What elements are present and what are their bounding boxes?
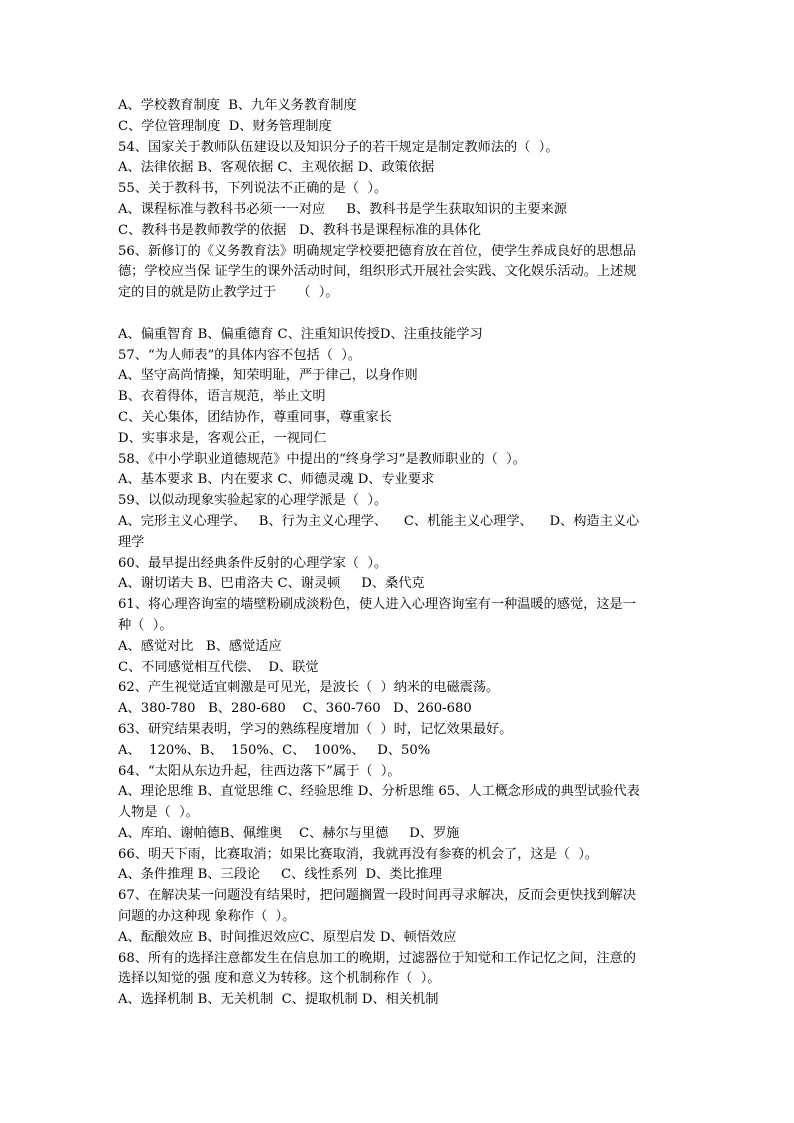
question-68: 68、所有的选择注意都发生在信息加工的晚期，过滤器位于知觉和工作记忆之间，注意的 — [118, 950, 636, 966]
options-66: A、条件推理 B、三段论 C、线性系列 D、类比推理 — [118, 867, 442, 883]
options-59: A、完形主义心理学、 B、行为主义心理学、 C、机能主义心理学、 D、构造主义心 — [118, 513, 640, 529]
option-57-c: C、关心集体，团结协作，尊重同事，尊重家长 — [118, 409, 392, 425]
options-55: A、课程标准与教科书必须一一对应 B、教科书是学生获取知识的主要来源 — [118, 201, 567, 217]
question-56: 德；学校应当保 证学生的课外活动时间，组织形式开展社会实践、文化娱乐活动。上述规 — [118, 264, 637, 280]
option-57-a: A、坚守高尚情操，知荣明耻，严于律己，以身作则 — [118, 368, 418, 384]
question-57: 57、“为人师表”的具体内容不包括（ ）。 — [118, 347, 362, 363]
option-57-b: B、衣着得体，语言规范，举止文明 — [118, 389, 326, 405]
option-line-53: A、学校教育制度 B、九年义务教育制度 — [118, 98, 357, 113]
document-body — [118, 96, 678, 1011]
question-66: 66、明天下雨，比赛取消；如果比赛取消，我就再没有参赛的机会了，这是（ ）。 — [118, 846, 599, 862]
question-55: 55、关于教科书，下列说法不正确的是（ ）。 — [118, 181, 388, 197]
options-59: 理学 — [118, 534, 145, 550]
options-61: C、不同感觉相互代偿、 D、联觉 — [118, 659, 319, 675]
options-64-question-65: A、理论思维 B、直觉思维 C、经验思维 D、分析思维 65、人工概念形成的典型试验代表 — [118, 784, 640, 800]
question-60: 60、最早提出经典条件反射的心理学家（ ）。 — [118, 555, 388, 571]
question-67: 问题的办这种现 象称作（ ）。 — [118, 909, 296, 925]
option-57-d: D、实事求是，客观公正，一视同仁 — [118, 430, 327, 446]
question-64: 64、“太阳从东边升起，往西边落下”属于（ ）。 — [118, 763, 401, 779]
options-61: A、感觉对比 B、感觉适应 — [118, 638, 282, 654]
question-61: 种（ ）。 — [118, 617, 173, 633]
question-63: 63、研究结果表明，学习的熟练程度增加（ ）时，记忆效果最好。 — [118, 721, 513, 737]
option-line-53: C、学位管理制度 D、财务管理制度 — [118, 118, 332, 134]
options-68: A、选择机制 B、无关机制 C、提取机制 D、相关机制 — [118, 992, 439, 1008]
question-65: 人物是（ ）。 — [118, 805, 199, 821]
options-60: A、谢切诺夫 B、巴甫洛夫 C、谢灵顿 D、桑代克 — [118, 576, 425, 592]
options-65: A、库珀、谢帕德B、佩维奥 C、赫尔与里德 D、罗施 — [118, 825, 460, 841]
options-63: A、 120%、B、 150%、C、 100%、 D、50% — [118, 742, 431, 758]
question-67: 67、在解决某一问题没有结果时，把问题搁置一段时间再寻求解决，反而会更快找到解决 — [118, 888, 636, 904]
question-59: 59、以似动现象实验起家的心理学派是（ ）。 — [118, 493, 388, 509]
question-62: 62、产生视觉适宜刺激是可见光，是波长（ ）纳米的电磁震荡。 — [118, 680, 500, 696]
question-68: 选择以知觉的强 度和意义为转移。这个机制称作（ ）。 — [118, 971, 441, 987]
options-67: A、酝酿效应 B、时间推迟效应C、原型启发 D、顿悟效应 — [118, 929, 457, 945]
question-56: 定的目的就是防止教学过于 （ ）。 — [118, 285, 339, 301]
question-58: 58、《中小学职业道德规范》中提出的“终身学习”是教师职业的（ ）。 — [118, 451, 526, 467]
question-54: 54、国家关于教师队伍建设以及知识分子的若干规定是制定教师法的（ ）。 — [118, 139, 559, 155]
blank-line — [118, 304, 678, 325]
options-56: A、偏重智育 B、偏重德育 C、注重知识传授D、注重技能学习 — [118, 326, 483, 342]
question-61: 61、将心理咨询室的墙壁粉刷成淡粉色，使人进入心理咨询室有一种温暖的感觉，这是一 — [118, 597, 636, 613]
options-54: A、法律依据 B、客观依据 C、主观依据 D、政策依据 — [118, 160, 435, 176]
options-62: A、380-780 B、280-680 C、360-760 D、260-680 — [118, 701, 472, 717]
options-55: C、教科书是教师教学的依据 D、教科书是课程标准的具体化 — [118, 222, 481, 238]
question-56: 56、新修订的《义务教育法》明确规定学校要把德育放在首位，使学生养成良好的思想品 — [118, 243, 636, 259]
options-58: A、基本要求 B、内在要求 C、师德灵魂 D、专业要求 — [118, 472, 435, 488]
